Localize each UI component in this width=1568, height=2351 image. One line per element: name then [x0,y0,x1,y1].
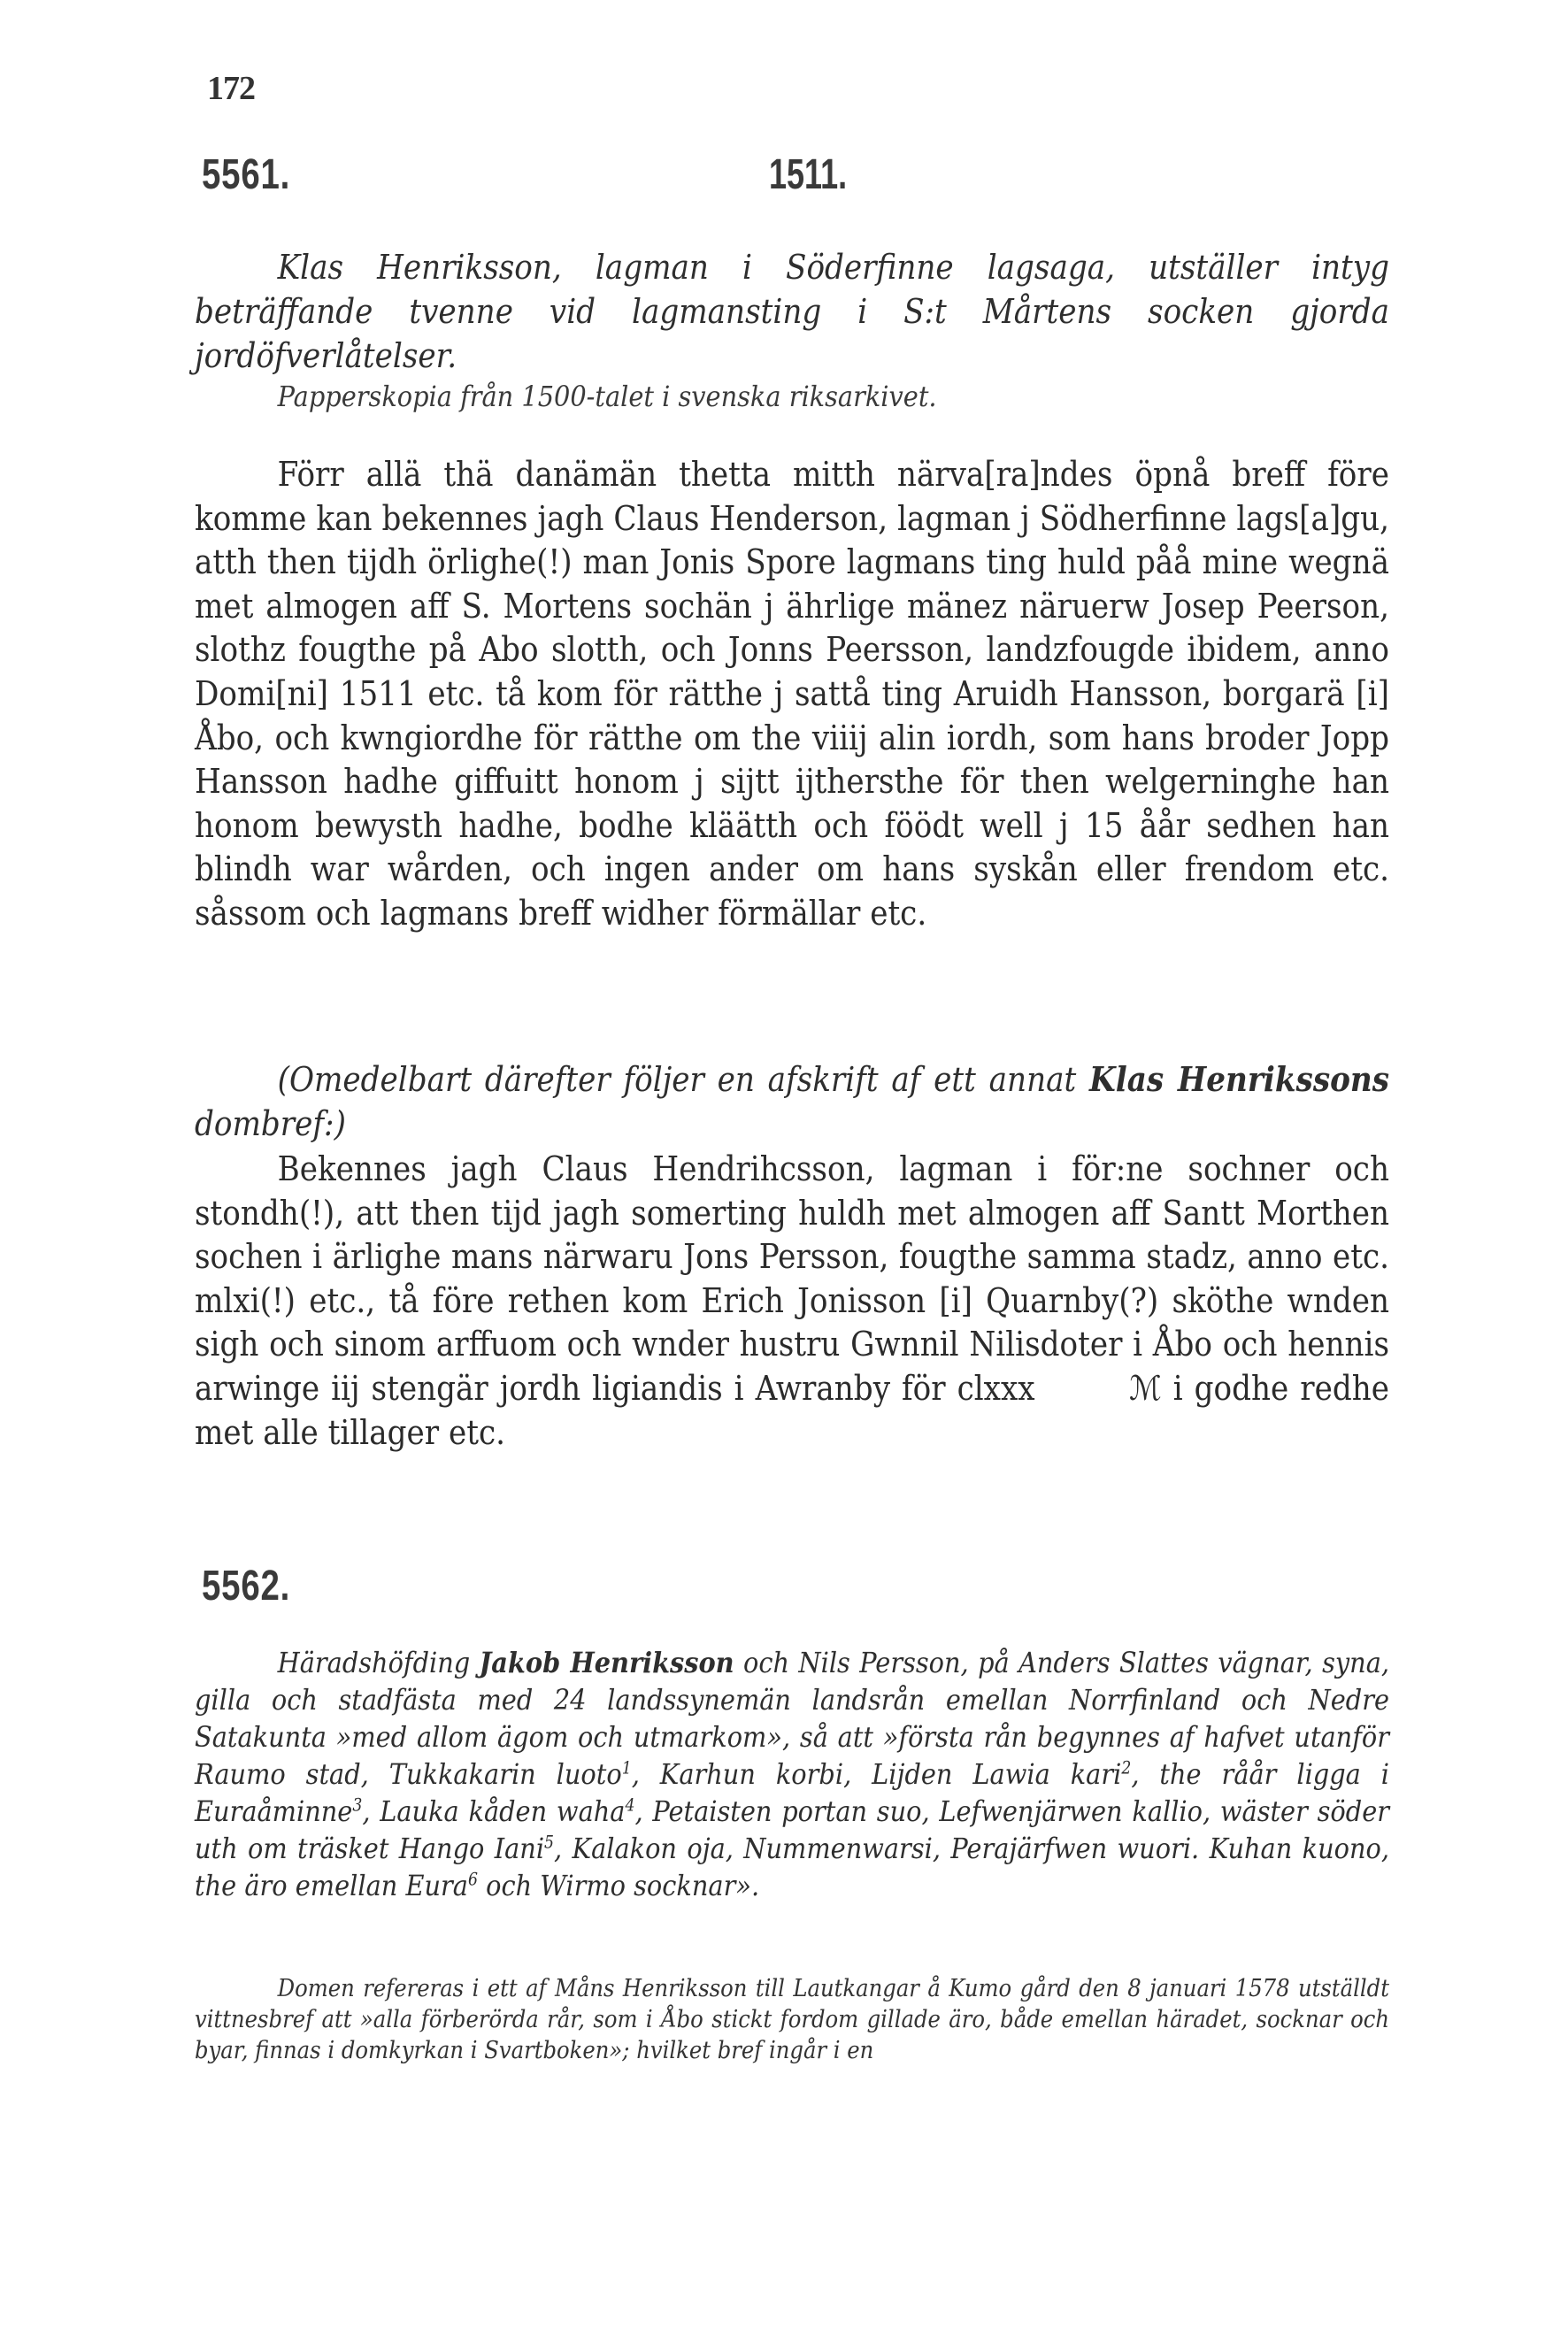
summary-text: , Petaisten portan suo, Lefwenjärwen kallio, wäster söder uth om träsket Hango Iani [195,1794,1390,1865]
entry-5561-body-paragraph-2 [195,1148,1389,1455]
entry-5562-summary [195,1644,1389,1904]
page-number: 172 [207,70,255,107]
body-paragraph-2-text: Bekennes jagh Claus Hendrihcsson, lagman i för:ne sochner och stondh(!), att then tijd jagh somerting huldh met almogen aff Santt Morthen sochen i ärlighe mans närwaru Jons Persson, fougthe samma stadz, anno etc. mlxi(!) etc., tå före rethen kom Erich Jonisson [i] Quarnby(?) sköthe wnden sigh och sinom arffuom och wnder hustru Gwnnil Nilisdoter i Åbo och hennis arwinge iij stengär jordh ligiandis i Awranby för clxxx [195,1149,1390,1408]
summary-text: Häradshöfding [277,1646,480,1679]
entry-5561-header [202,150,1387,204]
entry-5561-summary: Klas Henriksson, lagman i Söderfinne lagsaga, utställer intyg beträffande tvenne vid lagmansting i S:t Mårtens socken gjorda jordöfverlåtelser. [195,248,1390,375]
entry-5561-editor-note [195,1057,1389,1146]
entry-5562-number: 5562. [202,1563,291,1610]
editor-note-suffix: dombref:) [195,1104,346,1143]
footnote-marker: 3 [352,1794,363,1816]
entry-5561-source: Papperskopia från 1500-talet i svenska riksarkivet. [277,380,937,413]
summary-text: , Karhun korbi, Lijden Lawia kari [631,1757,1122,1791]
summary-name: Jakob Henriksson [479,1646,734,1679]
footnote-marker: 1 [621,1757,632,1779]
editor-note-prefix: (Omedelbart därefter följer en afskrift af ett annat [277,1060,1089,1099]
editor-note-name: Klas Henrikssons [1088,1059,1389,1099]
entry-year: 1511. [769,151,848,198]
footnote-marker: 4 [625,1794,635,1816]
entry-5561-body-paragraph-1: Förr allä thä danämän thetta mitth närva[ra]ndes öpnå breff före komme kan bekennes jagh Claus Henderson, lagman j Södherfinne lags[a]gu, atth then tijdh örlighe(!) man Jonis Spore lagmans ting huld påå mine wegnä met almogen aff S. Mortens sochän j ährlige mänez näruerw Josep Peerson, slothz fougthe på Abo slotth, och Jonns Peersson, landzfougde ibidem, anno Domi[ni] 1511 etc. tå kom för rätthe j sattå ting Aruidh Hansson, borgarä [i] Åbo, och kwngiordhe för rätthe om the viiij alin iordh, som hans broder Jopp Hansson hadhe giffuitt honom j sijtt ijthersthe för then welgerninghe han honom bewysth hadhe, bodhe kläätth och föödt well j 15 åår sedhen han blindh war wården, och ingen ander om hans syskån eller frendom etc. såssom och lagmans breff widher förmällar etc. [195,455,1390,933]
summary-text: och Wirmo socknar». [477,1869,760,1902]
summary-text: , Kalakon oja, Nummenwarsi, Perajärfwen wuori. Kuhan kuono, the äro emellan Eura [195,1832,1390,1902]
body-paragraph-2-tail: i godhe redhe met alle tillager etc. [195,1368,1389,1452]
entry-number: 5561. [202,151,291,198]
summary-text: , the råår ligga i Euraåminne [195,1757,1390,1828]
footnote-marker: 5 [544,1832,555,1853]
summary-text: , Lauka kåden waha [362,1794,626,1828]
footnote-marker: 6 [467,1869,478,1890]
entry-5562-note: Domen refereras i ett af Måns Henriksson till Lautkangar å Kumo gård den 8 januari 1578 utställdt vittnesbref att »alla förberörda rår, som i Åbo stickt fordom gillade äro, både emellan häradet, socknar och byar, finnas i domkyrkan i Svartboken»; hvilket bref ingår i en [195,1975,1390,2064]
footnote-marker: 2 [1121,1757,1132,1779]
summary-text: och Nils Persson, på Anders Slattes vägnar, syna, gilla och stadfästa med 24 landssynemän landsrån emellan Norrfinland och Nedre Satakunta »med allom ägom och utmarkom», så att »första rån begynnes af hafvet utanför Raumo stad, Tukkakarin luoto [195,1646,1390,1791]
marks-currency-icon: ℳ [1129,1368,1162,1408]
